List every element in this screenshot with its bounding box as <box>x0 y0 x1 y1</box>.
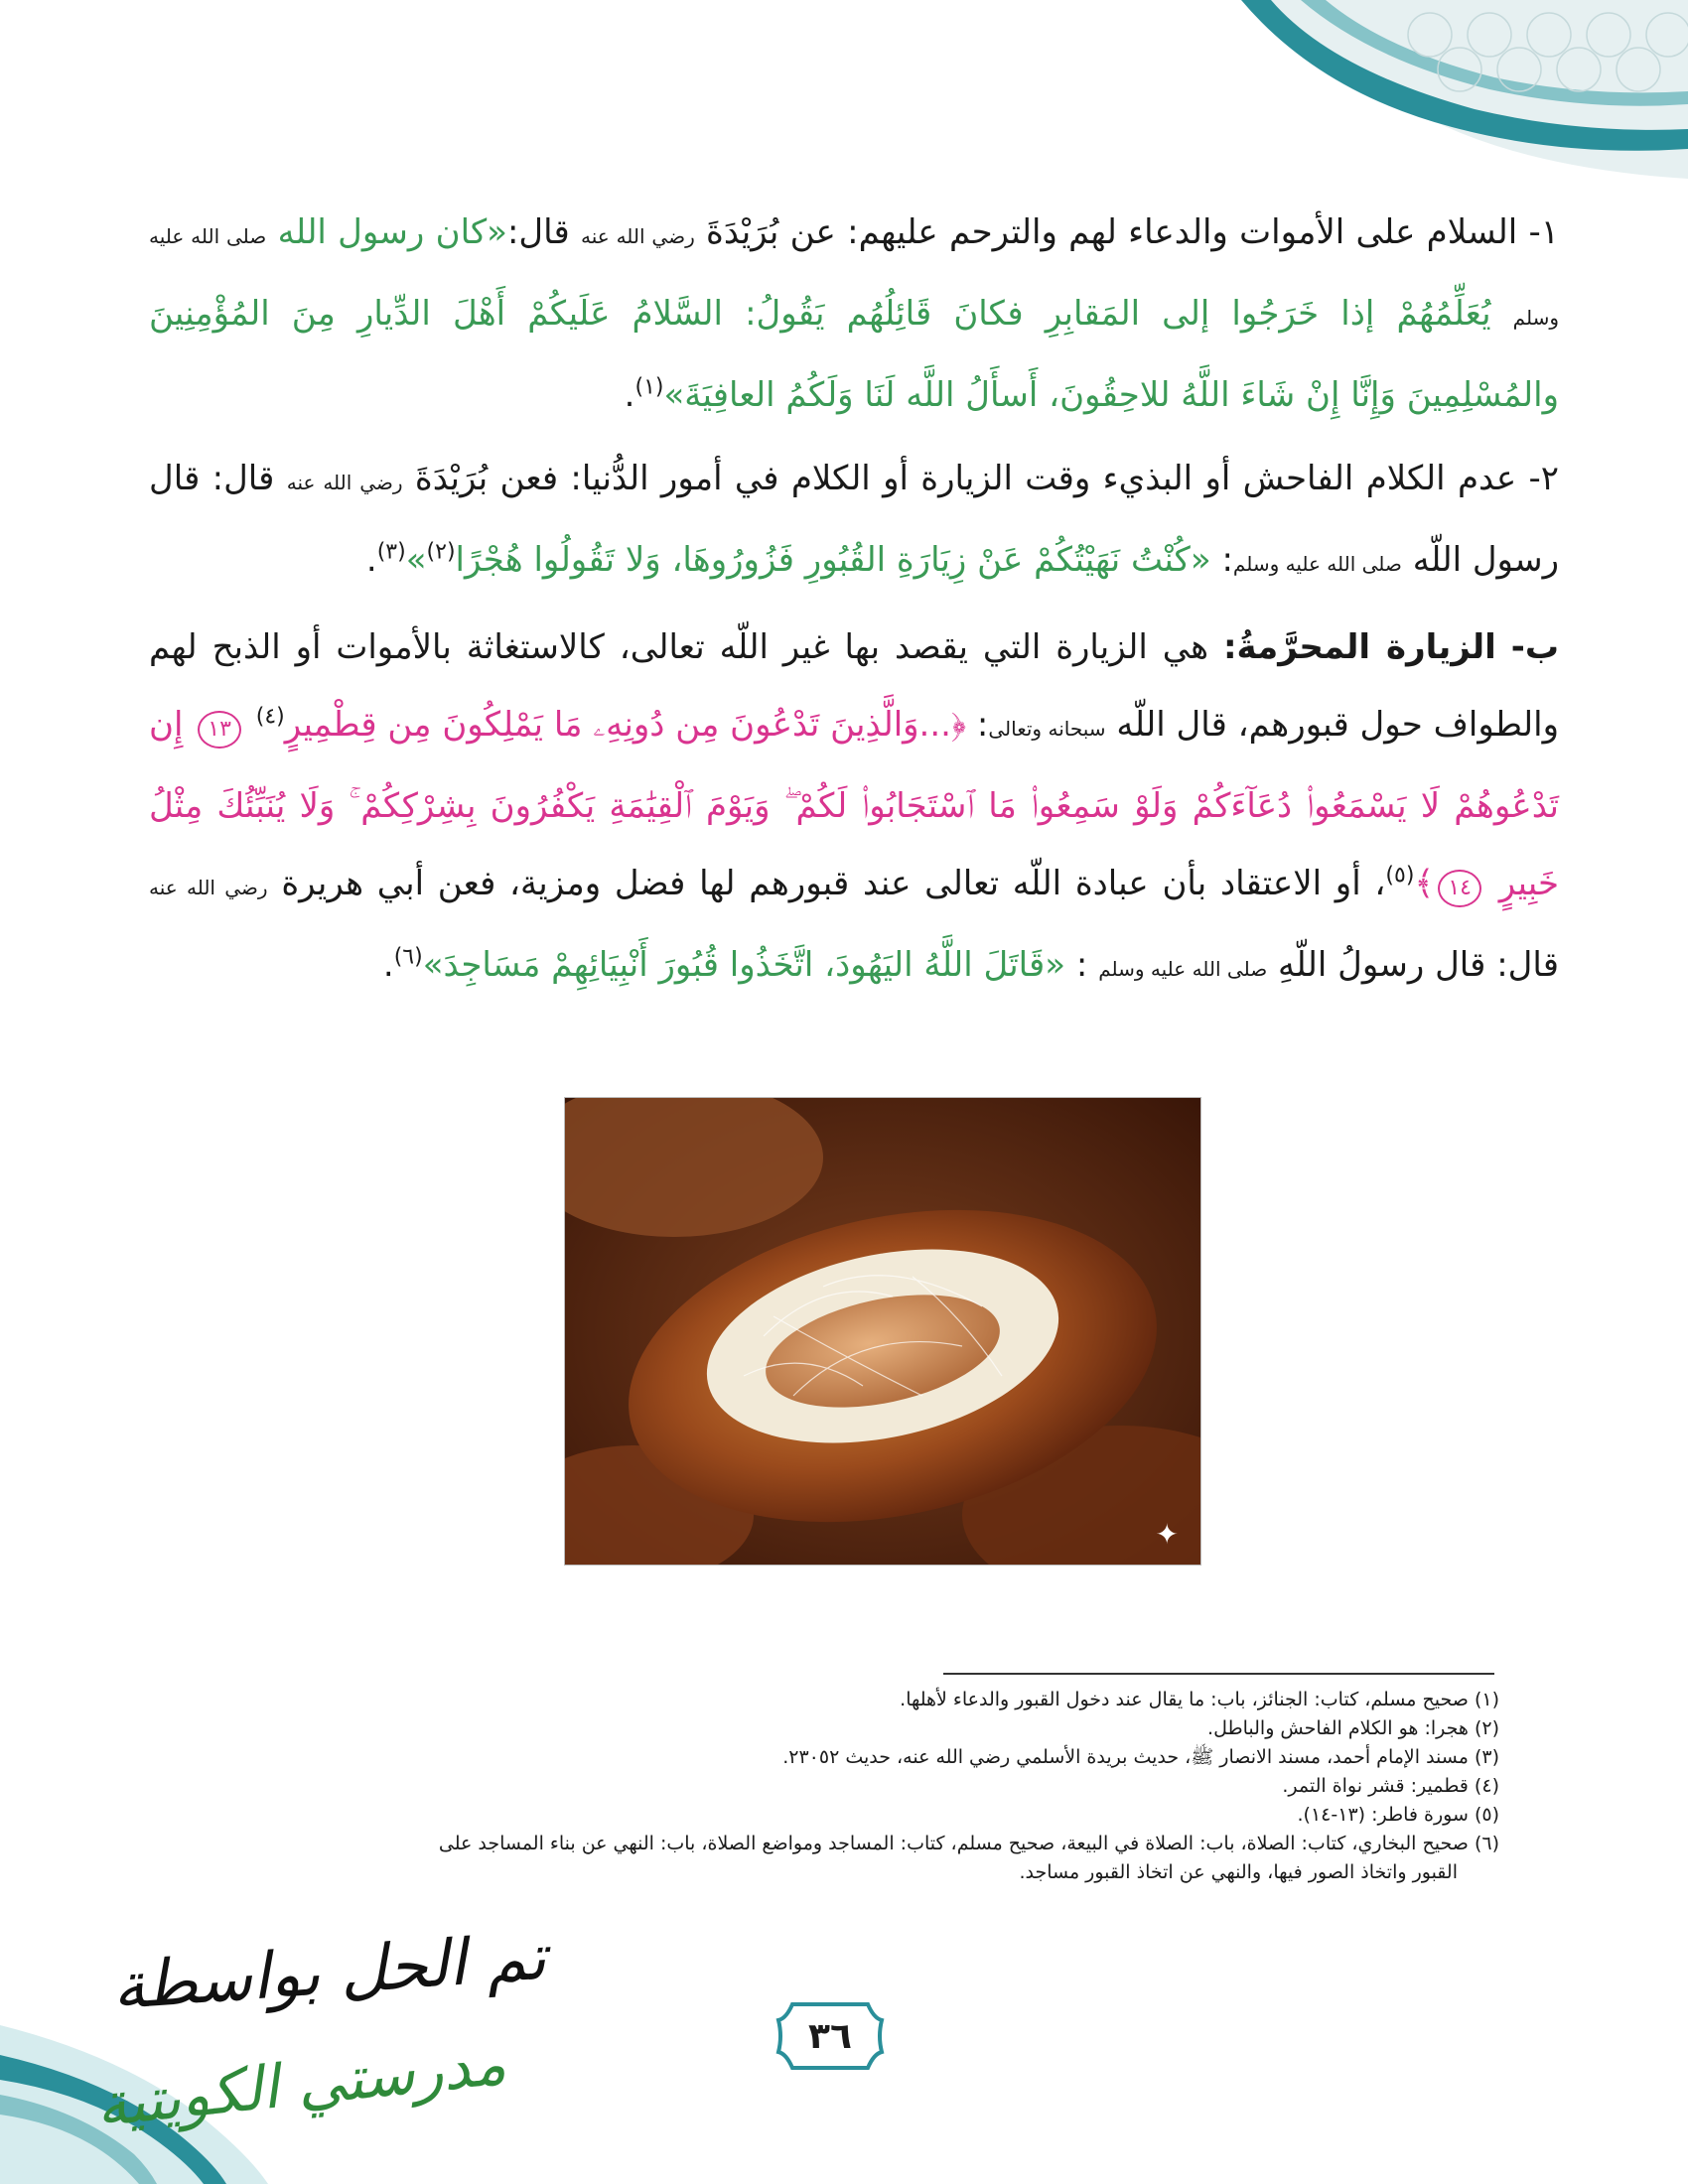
watermark-line-2: مدرستي الكويتية <box>92 2028 509 2141</box>
honorific: رضي الله عنه <box>581 224 695 248</box>
footnote-item: (٥) سورة فاطر: (١٣-١٤). <box>1297 1804 1499 1826</box>
footnote-item: (٣) مسند الإمام أحمد، مسند الانصار ﷺ، حديث بريدة الأسلمي رضي الله عنه، حديث ٢٣٠٥٢. <box>782 1746 1499 1768</box>
footnote-ref: (٣) <box>376 539 406 565</box>
hadith-text: قَاتَلَ اللَّهُ اليَهُودَ، اتَّخَذُوا قُبُورَ أَنْبِيَائِهِمْ مَسَاجِدَ <box>443 945 1046 985</box>
footnote-continuation: القبور واتخاذ الصور فيها، والنهي عن اتخاذ القبور مساجد. <box>1019 1861 1458 1883</box>
item-text: ، أو الاعتقاد بأن عبادة اللّه تعالى عند قبورهم لها فضل ومزية، فعن أبي هريرة <box>281 864 1386 903</box>
footnote-item: (٢) هجرا: هو الكلام الفاحش والباطل. <box>1207 1717 1499 1739</box>
period: . <box>365 540 377 580</box>
watermark-line-1: تم الحل بواسطة <box>109 1920 549 2025</box>
honorific: رضي الله عنه <box>286 471 403 494</box>
item-b <box>149 609 1559 1008</box>
item-text: قال: قال رسول اللّه <box>149 459 1559 580</box>
sparkle-icon: ✦ <box>1155 1518 1179 1551</box>
hadith-text: كان رسول الله <box>277 212 488 252</box>
item-letter: ب- <box>1510 627 1560 667</box>
footnote-ref: (٢) <box>426 539 456 565</box>
honorific: رضي الله عنه <box>149 876 268 899</box>
item-text: قال: قال رسولُ اللّهِ <box>1278 945 1559 985</box>
ayah-number-mark: ١٤ <box>1438 870 1481 907</box>
footnote-ref: (٤) <box>255 704 285 730</box>
item-heading: الزيارة المحرَّمةُ: <box>1222 627 1496 667</box>
item-text: عدم الكلام الفاحش أو البذيء وقت الزيارة أو الكلام في أمور الدُّنيا: فعن بُرَيْدَةَ <box>414 459 1517 498</box>
colon: : <box>976 705 989 745</box>
honorific: صلى الله عليه وسلم <box>149 224 1559 330</box>
said-label: قال: <box>506 212 570 252</box>
item-number: ١- <box>1528 212 1559 252</box>
ayah-bracket-open: ﴿ <box>950 705 967 745</box>
honorific: صلى الله عليه وسلم <box>1098 957 1268 981</box>
page-number: ٣٦ <box>808 2015 852 2057</box>
footnote-item: (٦) صحيح البخاري، كتاب: الصلاة، باب: الصلاة في البيعة، صحيح مسلم، كتاب: المساجد ومواضع الصلاة، باب: النهي عن بناء المساجد على <box>438 1833 1499 1854</box>
quote-open: « <box>487 212 507 252</box>
honorific: سبحانه وتعالى <box>988 717 1106 741</box>
hadith-text: يُعَلِّمُهُمْ إذا خَرَجُوا إلى المَقابِرِ فكانَ قَائِلُهُم يَقُولُ: السَّلامُ عَلَيكُمْ أَهْلَ الدِّيارِ مِنَ المُؤْمِنِينَ والمُسْلِمِينَ وَإِنَّا إِنْ شَاءَ اللَّهُ للاحِقُونَ، أَسأَلُ اللَّه لَنَا وَلَكُمُ العافِيَةَ <box>149 294 1559 415</box>
period: . <box>624 375 635 415</box>
main-text <box>149 194 1559 1008</box>
footnote-item: (٤) قطمير: قشر نواة التمر. <box>1282 1775 1499 1797</box>
colon: : <box>1075 945 1088 985</box>
hadith-text: كُنْتُ نَهَيْتُكُمْ عَنْ زِيَارَةِ القُبُورِ فَزُورُوهَا، وَلا تَقُولُوا هُجْرًا <box>455 540 1191 580</box>
corner-ornament-top <box>1132 0 1688 179</box>
item-1 <box>149 194 1559 434</box>
item-2 <box>149 440 1559 603</box>
footnote-ref: (٦) <box>393 944 423 970</box>
footnote-ref: (٥) <box>1385 863 1415 888</box>
item-text: هي الزيارة التي يقصد بها غير اللّه تعالى، كالاستغاثة بالأموات أو الذبح لهم والطواف حول قبورهم، قال اللّه <box>149 627 1560 745</box>
honorific: صلى الله عليه وسلم <box>1232 552 1402 576</box>
handwritten-watermark <box>30 1916 549 2164</box>
page-number-badge <box>774 2000 886 2072</box>
item-number: ٢- <box>1528 459 1560 498</box>
quote-open: « <box>1190 540 1211 580</box>
footnote-item: (١) صحيح مسلم، كتاب: الجنائز، باب: ما يقال عند دخول القبور والدعاء لأهلها. <box>900 1689 1499 1710</box>
ayah-number-mark: ١٣ <box>198 711 241 749</box>
quran-text: ...وَالَّذِينَ تَدْعُونَ مِن دُونِهِۦ مَا يَمْلِكُونَ مِن قِطْمِيرٍ <box>284 705 951 745</box>
quote-close: » <box>405 540 427 580</box>
period: . <box>382 945 394 985</box>
quran-text: إِن تَدْعُوهُمْ لَا يَسْمَعُوا۟ دُعَآءَكُمْ وَلَوْ سَمِعُوا۟ مَا ٱسْتَجَابُوا۟ لَكُمْ ۖ وَيَوْمَ ٱلْقِيَٰمَةِ يَكْفُرُونَ بِشِرْكِكُمْ ۚ وَلَا يُنَبِّئُكَ مِثْلُ خَبِيرٍ <box>149 705 1560 903</box>
ayah-bracket-close: ﴾ <box>1414 864 1435 903</box>
colon: : <box>1221 540 1233 580</box>
quote-close: » <box>422 945 444 985</box>
footnote-divider <box>943 1673 1494 1675</box>
quote-open: « <box>1045 945 1066 985</box>
date-fruit-photo <box>564 1097 1201 1566</box>
quote-close: » <box>663 375 685 415</box>
footnote-ref: (١) <box>634 374 664 400</box>
item-heading: السلام على الأموات والدعاء لهم والترحم عليهم: عن بُرَيْدَةَ <box>706 212 1518 252</box>
footnotes <box>149 1686 1499 1887</box>
